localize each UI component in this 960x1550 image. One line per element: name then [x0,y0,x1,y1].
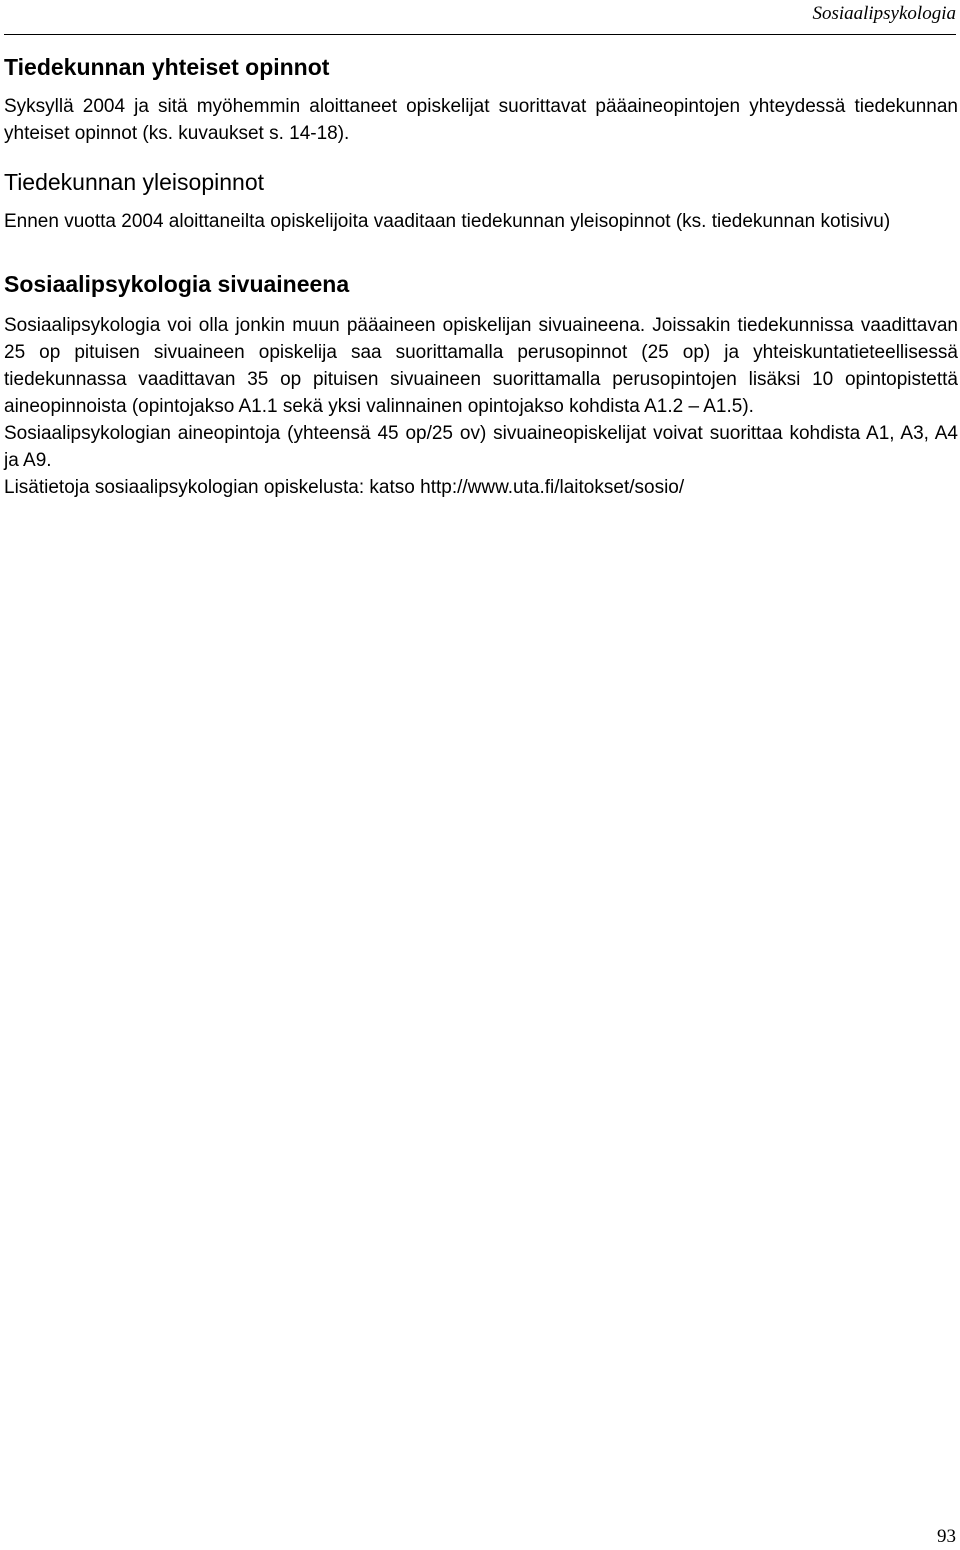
section-heading-faculty-general-studies: Tiedekunnan yleisopinnot [4,169,264,195]
section-heading-minor-subject: Sosiaalipsykologia sivuaineena [4,271,350,297]
page-number: 93 [937,1526,956,1547]
running-header [4,0,956,35]
paragraph-minor-subject-main [4,312,958,420]
section-heading-faculty-common-studies: Tiedekunnan yhteiset opinnot [4,54,330,80]
page-content [4,52,958,501]
section-minor-subject [4,269,958,501]
paragraph-minor-subject-more-info: Lisätietoja sosiaalipsykologian opiskelusta: katso http://www.uta.fi/laitokset/sosio/ [4,477,685,498]
paragraph-minor-subject-intermediate: Sosiaalipsykologian aineopintoja (yhteensä 45 op/25 ov) sivuaineopiskelijat voivat suorittaa kohdista A1, A3, A4 ja A9. [4,423,958,471]
minor-subject-intro-sentence: Sosiaalipsykologia voi olla jonkin muun pääaineen opiskelijan sivuaineena. [4,315,646,336]
paragraph-faculty-general-studies: Ennen vuotta 2004 aloittaneilta opiskelijoita vaaditaan tiedekunnan yleisopinnot (ks. tiedekunnan kotisivu) [4,211,891,232]
minor-subject-requirements: Joissakin tiedekunnissa vaadittavan 25 op pituisen sivuaineen opiskelija saa suorittamalla perusopinnot (25 op) ja yhteiskuntatieteellisessä tiedekunnassa vaadittavan 35 op pituisen sivuaineen suorittamalla perusopintojen lisäksi 10 opintopistettä aineopinnoista (opintojakso A1.1 sekä yksi valinnainen opintojakso kohdista A1.2 – A1.5). [4,315,959,417]
paragraph-faculty-common-studies: Syksyllä 2004 ja sitä myöhemmin aloittaneet opiskelijat suorittavat pääaineopintojen yhteydessä tiedekunnan yhteiset opinnot (ks. kuvaukset s. 14-18). [4,96,958,144]
running-header-title: Sosiaalipsykologia [812,3,956,24]
section-faculty-general-studies [4,167,958,235]
section-faculty-common-studies [4,52,958,147]
